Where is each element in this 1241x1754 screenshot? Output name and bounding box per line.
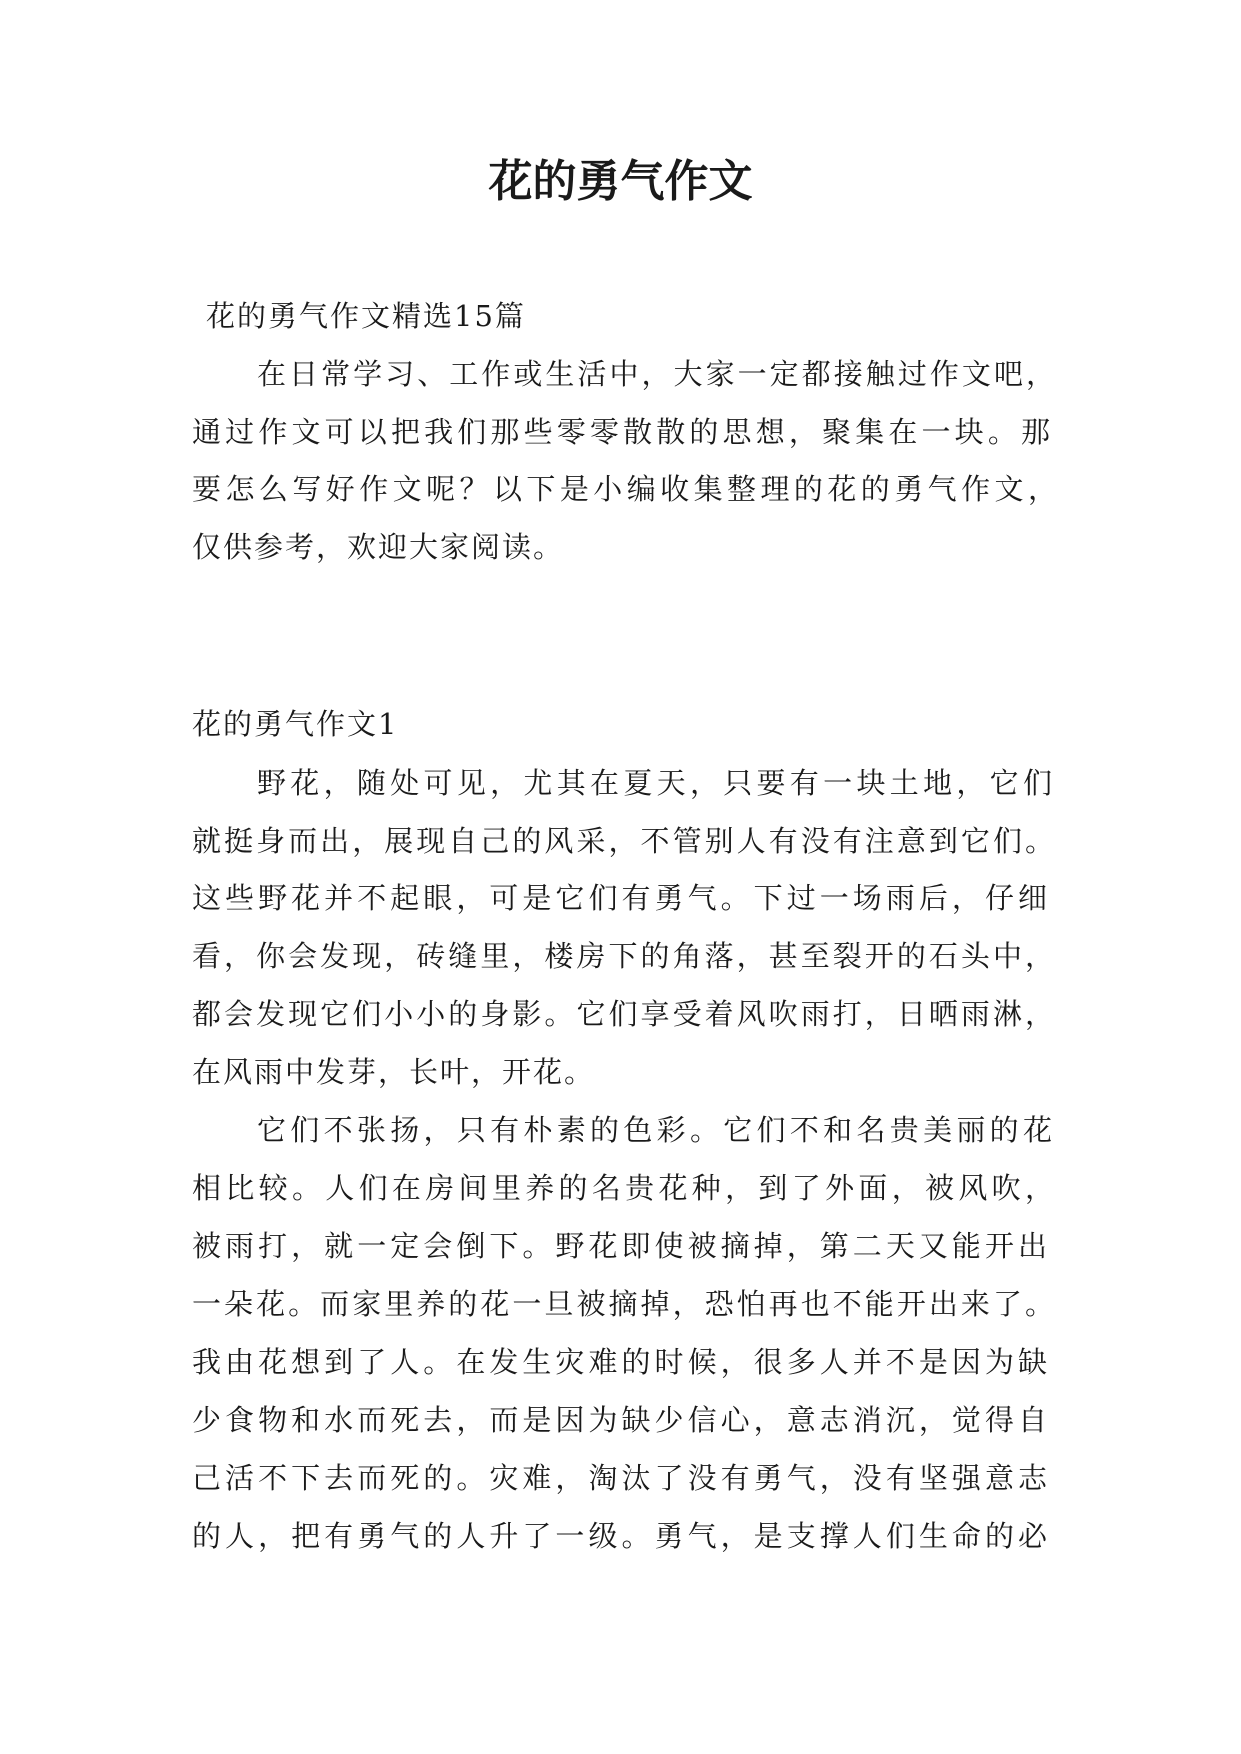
paragraph-line: 在风雨中发芽，长叶，开花。 xyxy=(192,1055,596,1089)
paragraph-line: 野花，随处可见，尤其在夏天，只要有一块土地，它们 xyxy=(257,766,1052,800)
intro-line: 仅供参考，欢迎大家阅读。 xyxy=(192,530,565,564)
intro-line: 在日常学习、工作或生活中，大家一定都接触过作文吧， xyxy=(257,357,1055,391)
paragraph-line: 我由花想到了人。在发生灾难的时候，很多人并不是因为缺 xyxy=(192,1345,1047,1379)
intro-line: 通过作文可以把我们那些零零散散的思想，聚集在一块。那 xyxy=(192,415,1050,449)
document-title: 花的勇气作文 xyxy=(488,156,753,207)
paragraph-line: 这些野花并不起眼，可是它们有勇气。下过一场雨后，仔细 xyxy=(192,881,1047,915)
paragraph-line: 己活不下去而死的。灾难，淘汰了没有勇气，没有坚强意志 xyxy=(192,1461,1047,1495)
intro-line: 要怎么写好作文呢？以下是小编收集整理的花的勇气作文， xyxy=(192,472,1057,506)
paragraph-line: 少食物和水而死去，而是因为缺少信心，意志消沉，觉得自 xyxy=(192,1403,1047,1437)
paragraph-line: 被雨打，就一定会倒下。野花即使被摘掉，第二天又能开出 xyxy=(192,1229,1047,1263)
paragraph-line: 它们不张扬，只有朴素的色彩。它们不和名贵美丽的花 xyxy=(257,1113,1052,1147)
paragraph-line: 看，你会发现，砖缝里，楼房下的角落，甚至裂开的石头中， xyxy=(192,939,1054,973)
paragraph-line: 都会发现它们小小的身影。它们享受着风吹雨打，日晒雨淋， xyxy=(192,997,1054,1031)
section-heading: 花的勇气作文1 xyxy=(192,707,399,741)
paragraph-line: 的人，把有勇气的人升了一级。勇气，是支撑人们生命的必 xyxy=(192,1519,1047,1553)
document-subtitle: 花的勇气作文精选15篇 xyxy=(206,299,526,333)
paragraph-line: 就挺身而出，展现自己的风采，不管别人有没有注意到它们。 xyxy=(192,824,1054,858)
paragraph-line: 一朵花。而家里养的花一旦被摘掉，恐怕再也不能开出来了。 xyxy=(192,1287,1054,1321)
paragraph-line: 相比较。人们在房间里养的名贵花种，到了外面，被风吹， xyxy=(192,1171,1054,1205)
